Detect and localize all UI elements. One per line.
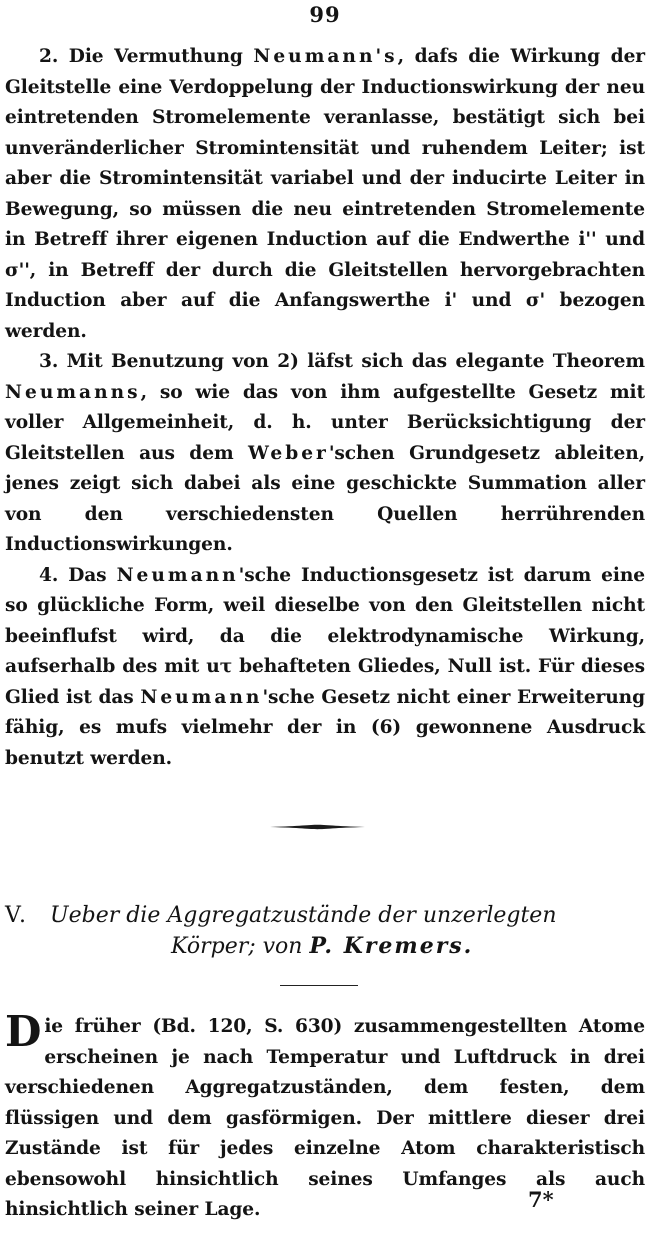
- paragraph-2: [5, 42, 645, 347]
- paragraph-3-text-e: 'schen Grundgesetz ableiten, jenes zeigt sich dabei als eine geschickte Summation aller von den verschiedensten Quellen herrührenden Inductionswirkungen.: [5, 442, 645, 555]
- paragraph-3-text-a: 3. Mit Benutzung von 2) läfst sich das elegante Theorem: [39, 351, 645, 372]
- section-title-line-2: Körper; von: [171, 934, 303, 959]
- section-roman-numeral: V.: [5, 903, 29, 928]
- signature-mark: 7*: [528, 1187, 554, 1212]
- page-number: 99: [309, 2, 341, 27]
- section-body-text: ie früher (Bd. 120, S. 630) zusammengestellten Atome erscheinen je nach Temperatur und Luftdruck in drei verschiedenen Aggregatzuständen, dem festen, dem flüssigen und dem gasförmigen. Der mittlere dieser drei Zustände ist für jedes einzelne Atom charakteristisch ebensowohl hinsichtlich seines Umfanges als auch hinsichtlich seiner Lage.: [5, 1016, 645, 1220]
- main-text-block: [5, 42, 645, 774]
- heading-line-1: [5, 900, 645, 931]
- paragraph-4-text-a: 4. Das: [39, 564, 117, 586]
- paragraph-4: [5, 561, 645, 775]
- spaced-name-neumanns: Neumanns: [5, 381, 141, 403]
- heading-line-2: [5, 931, 645, 962]
- spaced-name-weber: Weber: [248, 442, 329, 464]
- spaced-name-neumann-2: Neumann: [140, 686, 263, 708]
- paragraph-3-text-c: , so wie das von ihm aufgestellte Gesetz mit voller Allgemeinheit, d. h. unter Berücksichtigung der Gleitstellen aus dem: [5, 381, 645, 464]
- section-heading: [5, 900, 645, 962]
- drop-cap: D: [5, 1007, 42, 1056]
- section-divider-ornament: [270, 823, 365, 831]
- paragraph-2-text-c: , dafs die Wirkung der Gleitstelle eine Verdoppelung der Inductionswirkung der neu eintretenden Stromelemente veranlasse, bestätigt sich bei unveränderlicher Stromintensität und ruhendem Leiter; ist aber die Stromintensität variabel und der inducirte Leiter in Bewegung, so müssen die neu eintretenden Stromelemente in Betreff ihrer eigenen Induction auf die Endwerthe i'' und σ'', in Betreff der durch die Gleitstellen hervorgebrachten Induction aber auf die Anfangswerthe i' und σ' bezogen werden.: [5, 46, 645, 342]
- section-title-line-1: Ueber die Aggregatzustände der unzerlegten: [50, 903, 557, 928]
- paragraph-2-text-a: 2. Die Vermuthung: [39, 46, 254, 67]
- spaced-name-neumann: Neumann's: [253, 46, 398, 67]
- spaced-name-neumann-1: Neumann: [116, 564, 239, 586]
- heading-rule: [280, 985, 358, 986]
- paragraph-3: [5, 347, 645, 561]
- paragraph-4-text-c: 'sche Inductionsgesetz ist darum eine so glückliche Form, weil dieselbe von den Gleitstellen nicht beeinflufst wird, da die elektrodynamische Wirkung, aufserhalb des mit uτ behafteten Gliedes, Null ist. Für dieses Glied ist das: [5, 564, 645, 708]
- paragraph-4-text-e: 'sche Gesetz nicht einer Erweiterung fähig, es mufs vielmehr der in (6) gewonnene Ausdruck benutzt werden.: [5, 686, 645, 769]
- section-author: P. Kremers.: [309, 933, 474, 959]
